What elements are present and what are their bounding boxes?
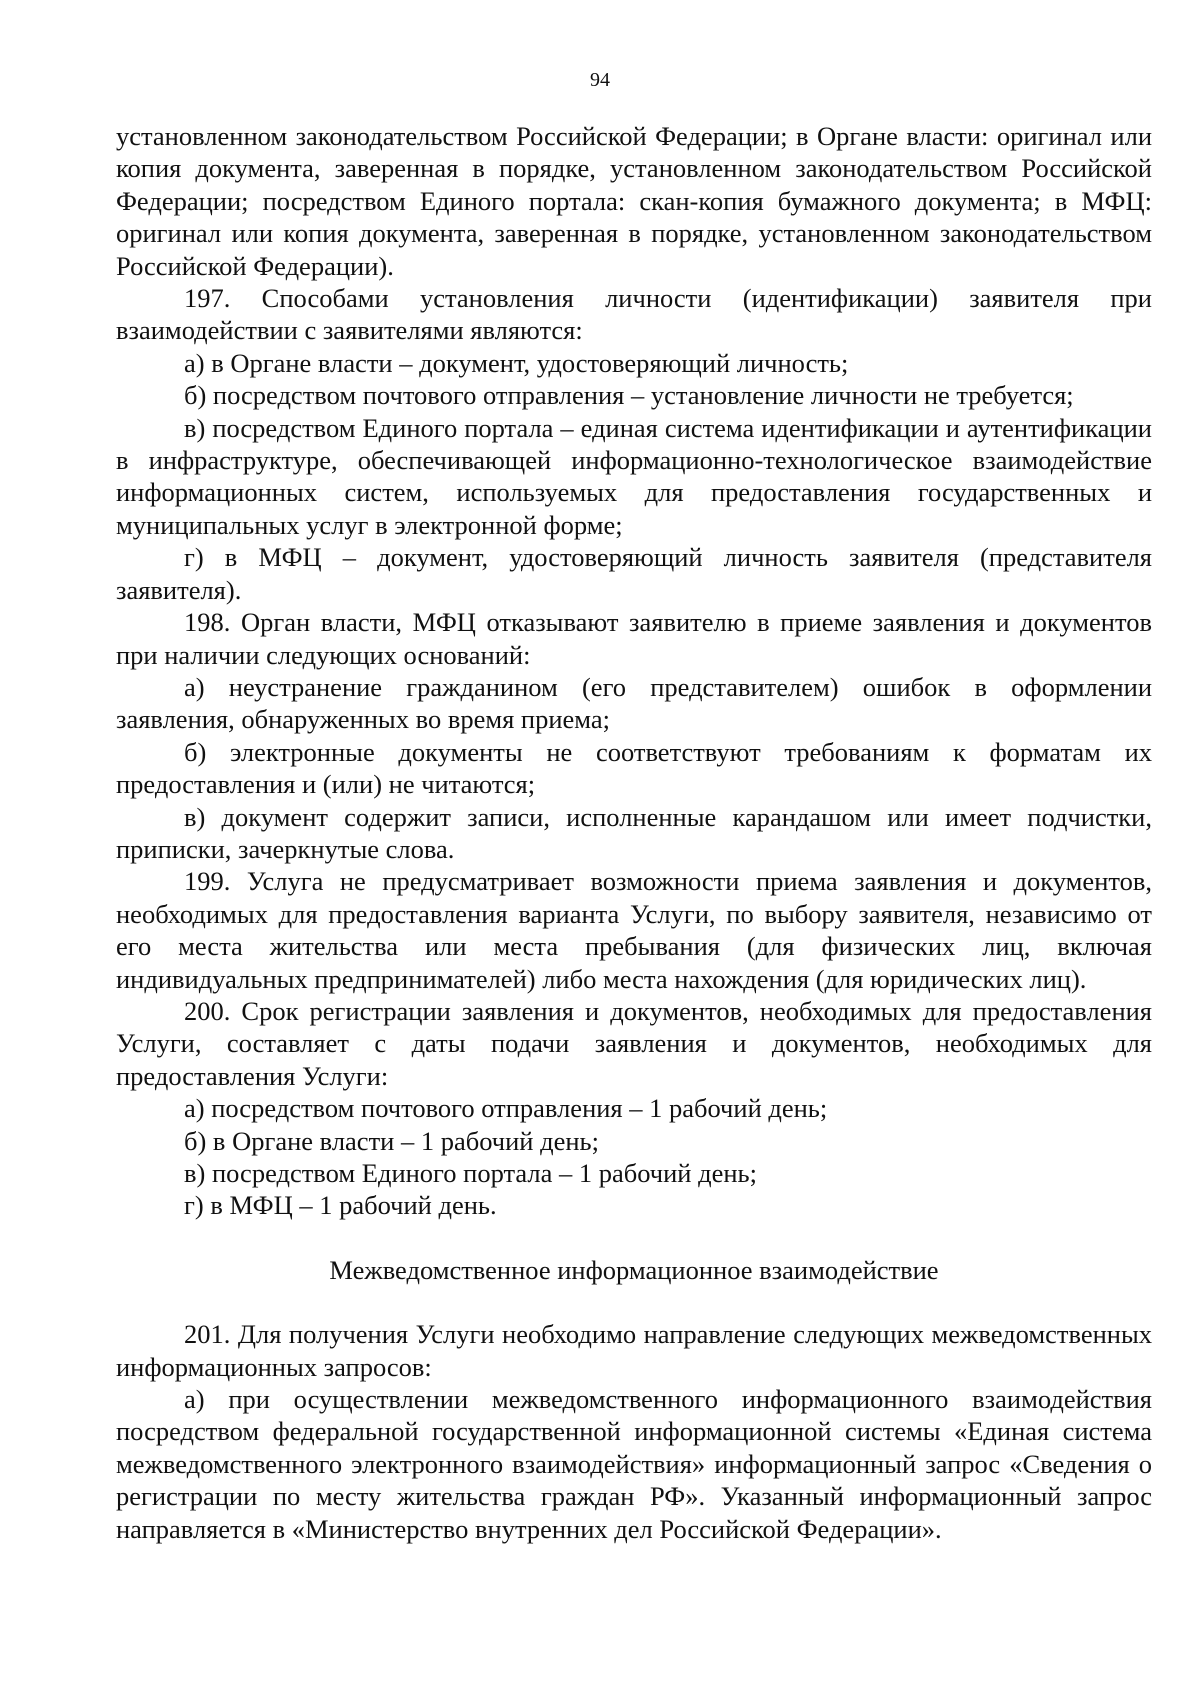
paragraph-197: 197. Способами установления личности (идентификации) заявителя при взаимодействии с заявителями являются: <box>116 283 1152 346</box>
list-item-201-a: а) при осуществлении межведомственного информационного взаимодействия посредством федеральной государственной информационной системы «Единая система межведомственного электронного взаимодействия» информационный запрос «Сведения о регистрации по месту жительства граждан РФ». Указанный информационный запрос направляется в «Министерство внутренних дел Российской Федерации». <box>116 1384 1152 1544</box>
page-number: 94 <box>590 69 610 91</box>
list-item-197-a: а) в Органе власти – документ, удостоверяющий личность; <box>184 347 849 378</box>
list-item-197-g: г) в МФЦ – документ, удостоверяющий личность заявителя (представителя заявителя). <box>116 542 1152 605</box>
list-item-197-b: б) посредством почтового отправления – установление личности не требуется; <box>184 380 1074 411</box>
list-item-200-v: в) посредством Единого портала – 1 рабочий день; <box>184 1158 757 1188</box>
list-item-200-b: б) в Органе власти – 1 рабочий день; <box>184 1125 599 1156</box>
list-item-197-v: в) посредством Единого портала – единая система идентификации и аутентификации в инфраструктуре, обеспечивающей информационно-технологическое взаимодействие информационных систем, используемых для предоставления государственных и муниципальных услуг в электронной форме; <box>116 412 1152 540</box>
paragraph-continuation: установленном законодательством Российской Федерации; в Органе власти: оригинал или копия документа, заверенная в порядке, установленном законодательством Российской Федерации; посредством Единого портала: скан-копия бумажного документа; в МФЦ: оригинал или копия документа, заверенная в порядке, установленном законодательством Российской Федерации). <box>116 121 1152 281</box>
list-item-198-v: в) документ содержит записи, исполненные карандашом или имеет подчистки, приписки, зачеркнутые слова. <box>116 801 1152 864</box>
section-heading: Межведомственное информационное взаимодействие <box>329 1254 939 1285</box>
list-item-198-b: б) электронные документы не соответствуют требованиям к форматам их предоставления и (или) не читаются; <box>116 736 1152 800</box>
document-body <box>116 120 1152 1545</box>
paragraph-200: 200. Срок регистрации заявления и документов, необходимых для предоставления Услуги, составляет с даты подачи заявления и документов, необходимых для предоставления Услуги: <box>116 995 1152 1091</box>
list-item-200-a: а) посредством почтового отправления – 1 рабочий день; <box>184 1093 828 1124</box>
list-item-198-a: а) неустранение гражданином (его представителем) ошибок в оформлении заявления, обнаруженных во время приема; <box>116 671 1152 735</box>
paragraph-199: 199. Услуга не предусматривает возможности приема заявления и документов, необходимых для предоставления варианта Услуги, по выбору заявителя, независимо от его места жительства или места пребывания (для физических лиц, включая индивидуальных предпринимателей) либо места нахождения (для юридических лиц). <box>116 866 1152 994</box>
paragraph-201: 201. Для получения Услуги необходимо направление следующих межведомственных информационных запросов: <box>116 1319 1152 1382</box>
list-item-200-g: г) в МФЦ – 1 рабочий день. <box>184 1190 497 1221</box>
paragraph-198: 198. Орган власти, МФЦ отказывают заявителю в приеме заявления и документов при наличии следующих оснований: <box>116 607 1152 670</box>
